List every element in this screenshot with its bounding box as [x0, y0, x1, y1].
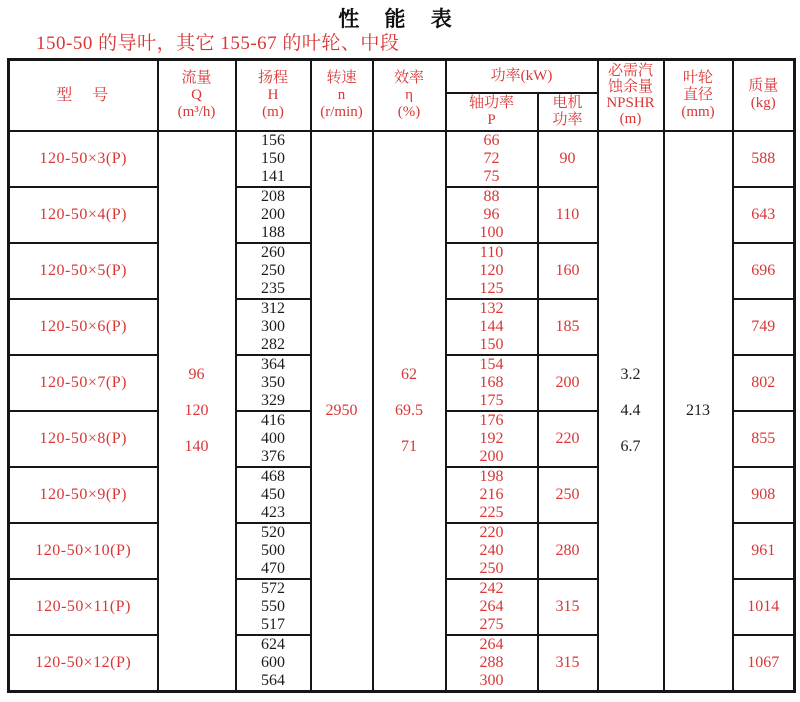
model-cell: 120-50×5(P) [9, 243, 158, 299]
head-values-cell [236, 467, 311, 523]
value-line: 3.2 [620, 366, 641, 383]
value-line: 176 [479, 411, 504, 429]
value-line: 154 [479, 355, 504, 373]
shaft-power-cell-lines [447, 244, 537, 298]
model-cell: 120-50×9(P) [9, 467, 158, 523]
motor-power-cell: 250 [538, 467, 598, 523]
header-npshr-line: 必需汽 [607, 63, 653, 80]
value-line: 213 [686, 402, 710, 419]
efficiency-values-cell-stack [374, 365, 445, 456]
header-head-line: (m) [262, 103, 284, 120]
head-values-cell-lines [237, 468, 310, 522]
header-flow [158, 60, 236, 131]
value-line: 250 [261, 261, 285, 279]
impeller-value-cell-stack [665, 401, 732, 420]
header-speed-line: n [337, 86, 346, 103]
header-npshr-line: NPSHR [606, 95, 655, 112]
value-line: 6.7 [620, 438, 641, 455]
value-line: 150 [261, 149, 285, 167]
mass-cell: 696 [733, 243, 795, 299]
model-cell: 120-50×8(P) [9, 411, 158, 467]
value-line: 141 [261, 167, 285, 185]
value-line: 216 [479, 485, 504, 503]
value-line: 300 [261, 317, 285, 335]
model-cell: 120-50×10(P) [9, 523, 158, 579]
flow-values-cell-stack [159, 365, 235, 456]
model-cell: 120-50×4(P) [9, 187, 158, 243]
value-line: 282 [261, 335, 285, 353]
value-line: 120 [479, 261, 504, 279]
mass-cell: 1014 [733, 579, 795, 635]
value-line: 376 [261, 447, 285, 465]
table-row [9, 131, 795, 187]
value-line: 423 [261, 503, 285, 521]
value-line: 2950 [325, 402, 358, 419]
motor-power-cell: 315 [538, 579, 598, 635]
value-line: 520 [261, 523, 285, 541]
npshr-values-cell-stack [599, 365, 663, 456]
value-line: 200 [261, 205, 285, 223]
flow-values-cell [158, 131, 236, 692]
head-values-cell-lines [237, 300, 310, 354]
head-values-cell-lines [237, 244, 310, 298]
value-line: 468 [261, 467, 285, 485]
value-line: 4.4 [620, 402, 641, 419]
header-npshr-line: (m) [619, 111, 642, 128]
value-line: 156 [261, 131, 285, 149]
value-line: 175 [479, 391, 504, 409]
model-cell: 120-50×12(P) [9, 635, 158, 692]
header-flow-line: 流量 [181, 69, 212, 86]
mass-cell: 643 [733, 187, 795, 243]
value-line: 88 [483, 187, 500, 205]
value-line: 200 [479, 447, 504, 465]
header-efficiency-line: (%) [397, 103, 421, 120]
value-line: 132 [479, 299, 504, 317]
shaft-power-cell [446, 523, 538, 579]
header-head-line: H [267, 86, 279, 103]
motor-power-cell: 185 [538, 299, 598, 355]
head-values-cell-lines [237, 636, 310, 690]
value-line: 192 [479, 429, 504, 447]
header-speed-line: (r/min) [320, 103, 363, 120]
header-motor-power-line: 功率 [552, 111, 583, 128]
value-line: 312 [261, 299, 285, 317]
shaft-power-cell [446, 411, 538, 467]
value-line: 71 [401, 438, 417, 455]
header-shaft-power-line: P [487, 111, 496, 128]
shaft-power-cell-lines [447, 636, 537, 690]
header-efficiency-line: η [405, 86, 413, 103]
mass-cell: 1067 [733, 635, 795, 692]
value-line: 450 [261, 485, 285, 503]
header-impeller-diameter-line: (mm) [681, 103, 715, 120]
value-line: 100 [479, 223, 504, 241]
head-values-cell [236, 299, 311, 355]
page-title: 性 能 表 [338, 7, 462, 31]
head-values-cell [236, 523, 311, 579]
value-line: 110 [479, 243, 504, 261]
value-line: 400 [261, 429, 285, 447]
header-model: 型 号 [9, 60, 158, 131]
value-line: 264 [479, 635, 504, 653]
value-line: 288 [479, 653, 504, 671]
shaft-power-cell [446, 467, 538, 523]
header-npshr [598, 60, 664, 131]
shaft-power-cell-lines [447, 468, 537, 522]
header-mass-line: (kg) [750, 95, 776, 112]
value-line: 470 [261, 559, 285, 577]
header-impeller-diameter-line: 直径 [682, 86, 713, 103]
value-line: 125 [479, 279, 504, 297]
value-line: 564 [261, 671, 285, 689]
value-line: 364 [261, 355, 285, 373]
header-head [236, 60, 311, 131]
motor-power-cell: 220 [538, 411, 598, 467]
shaft-power-cell [446, 187, 538, 243]
head-values-cell [236, 579, 311, 635]
model-cell: 120-50×11(P) [9, 579, 158, 635]
head-values-cell-lines [237, 356, 310, 410]
shaft-power-cell [446, 635, 538, 692]
head-values-cell-lines [237, 412, 310, 466]
value-line: 624 [261, 635, 285, 653]
header-shaft-power [446, 93, 538, 131]
value-line: 240 [479, 541, 504, 559]
head-values-cell [236, 243, 311, 299]
head-values-cell [236, 187, 311, 243]
value-line: 500 [261, 541, 285, 559]
header-mass-line: 质量 [748, 78, 779, 95]
value-line: 198 [479, 467, 504, 485]
value-line: 600 [261, 653, 285, 671]
mass-cell: 802 [733, 355, 795, 411]
subtitle-note: 150-50 的导叶，其它 155-67 的叶轮、中段 [36, 33, 400, 54]
shaft-power-cell [446, 243, 538, 299]
shaft-power-cell [446, 299, 538, 355]
head-values-cell-lines [237, 188, 310, 242]
value-line: 250 [479, 559, 504, 577]
shaft-power-cell-lines [447, 188, 537, 242]
value-line: 62 [401, 366, 417, 383]
value-line: 96 [483, 205, 500, 223]
header-row-1 [9, 60, 795, 93]
head-values-cell-lines [237, 580, 310, 634]
value-line: 66 [483, 131, 500, 149]
header-shaft-power-line: 轴功率 [468, 94, 514, 111]
impeller-value-cell [664, 131, 733, 692]
shaft-power-cell-lines [447, 132, 537, 186]
npshr-values-cell [598, 131, 664, 692]
header-motor-power-line: 电机 [552, 94, 583, 111]
motor-power-cell: 90 [538, 131, 598, 187]
table-body [9, 131, 795, 692]
head-values-cell [236, 131, 311, 187]
header-speed [311, 60, 373, 131]
shaft-power-cell-lines [447, 580, 537, 634]
efficiency-values-cell [373, 131, 446, 692]
shaft-power-cell [446, 355, 538, 411]
motor-power-cell: 200 [538, 355, 598, 411]
value-line: 144 [479, 317, 504, 335]
shaft-power-cell [446, 131, 538, 187]
motor-power-cell: 110 [538, 187, 598, 243]
shaft-power-cell-lines [447, 524, 537, 578]
performance-table [7, 58, 796, 693]
shaft-power-cell [446, 579, 538, 635]
shaft-power-cell-lines [447, 300, 537, 354]
header-efficiency [373, 60, 446, 131]
value-line: 72 [483, 149, 500, 167]
value-line: 300 [479, 671, 504, 689]
speed-value-cell [311, 131, 373, 692]
header-motor-power [538, 93, 598, 131]
head-values-cell-lines [237, 524, 310, 578]
head-values-cell-lines [237, 132, 310, 186]
header-impeller-diameter [664, 60, 733, 131]
value-line: 264 [479, 597, 504, 615]
value-line: 350 [261, 373, 285, 391]
value-line: 517 [261, 615, 285, 633]
value-line: 188 [261, 223, 285, 241]
value-line: 150 [479, 335, 504, 353]
header-flow-line: (m³/h) [177, 103, 216, 120]
mass-cell: 908 [733, 467, 795, 523]
value-line: 550 [261, 597, 285, 615]
head-values-cell [236, 635, 311, 692]
value-line: 220 [479, 523, 504, 541]
header-power-group: 功率(kW) [446, 60, 598, 93]
header-impeller-diameter-line: 叶轮 [682, 69, 713, 86]
header-npshr-line: 蚀余量 [607, 79, 653, 96]
value-line: 329 [261, 391, 285, 409]
value-line: 260 [261, 243, 285, 261]
head-values-cell [236, 411, 311, 467]
table-header [9, 60, 795, 131]
value-line: 140 [184, 438, 209, 455]
header-head-line: 扬程 [257, 69, 288, 86]
mass-cell: 749 [733, 299, 795, 355]
mass-cell: 961 [733, 523, 795, 579]
value-line: 75 [483, 167, 500, 185]
value-line: 416 [261, 411, 285, 429]
value-line: 120 [184, 402, 209, 419]
motor-power-cell: 315 [538, 635, 598, 692]
mass-cell: 855 [733, 411, 795, 467]
model-cell: 120-50×3(P) [9, 131, 158, 187]
value-line: 69.5 [395, 402, 423, 419]
value-line: 208 [261, 187, 285, 205]
head-values-cell [236, 355, 311, 411]
value-line: 168 [479, 373, 504, 391]
value-line: 96 [188, 366, 205, 383]
value-line: 275 [479, 615, 504, 633]
speed-value-cell-stack [312, 401, 372, 420]
model-cell: 120-50×7(P) [9, 355, 158, 411]
motor-power-cell: 280 [538, 523, 598, 579]
value-line: 235 [261, 279, 285, 297]
header-speed-line: 转速 [326, 69, 357, 86]
header-flow-line: Q [191, 86, 202, 103]
header-efficiency-line: 效率 [393, 69, 424, 86]
value-line: 572 [261, 579, 285, 597]
model-cell: 120-50×6(P) [9, 299, 158, 355]
value-line: 242 [479, 579, 504, 597]
shaft-power-cell-lines [447, 356, 537, 410]
mass-cell: 588 [733, 131, 795, 187]
motor-power-cell: 160 [538, 243, 598, 299]
header-mass [733, 60, 795, 131]
value-line: 225 [479, 503, 504, 521]
shaft-power-cell-lines [447, 412, 537, 466]
